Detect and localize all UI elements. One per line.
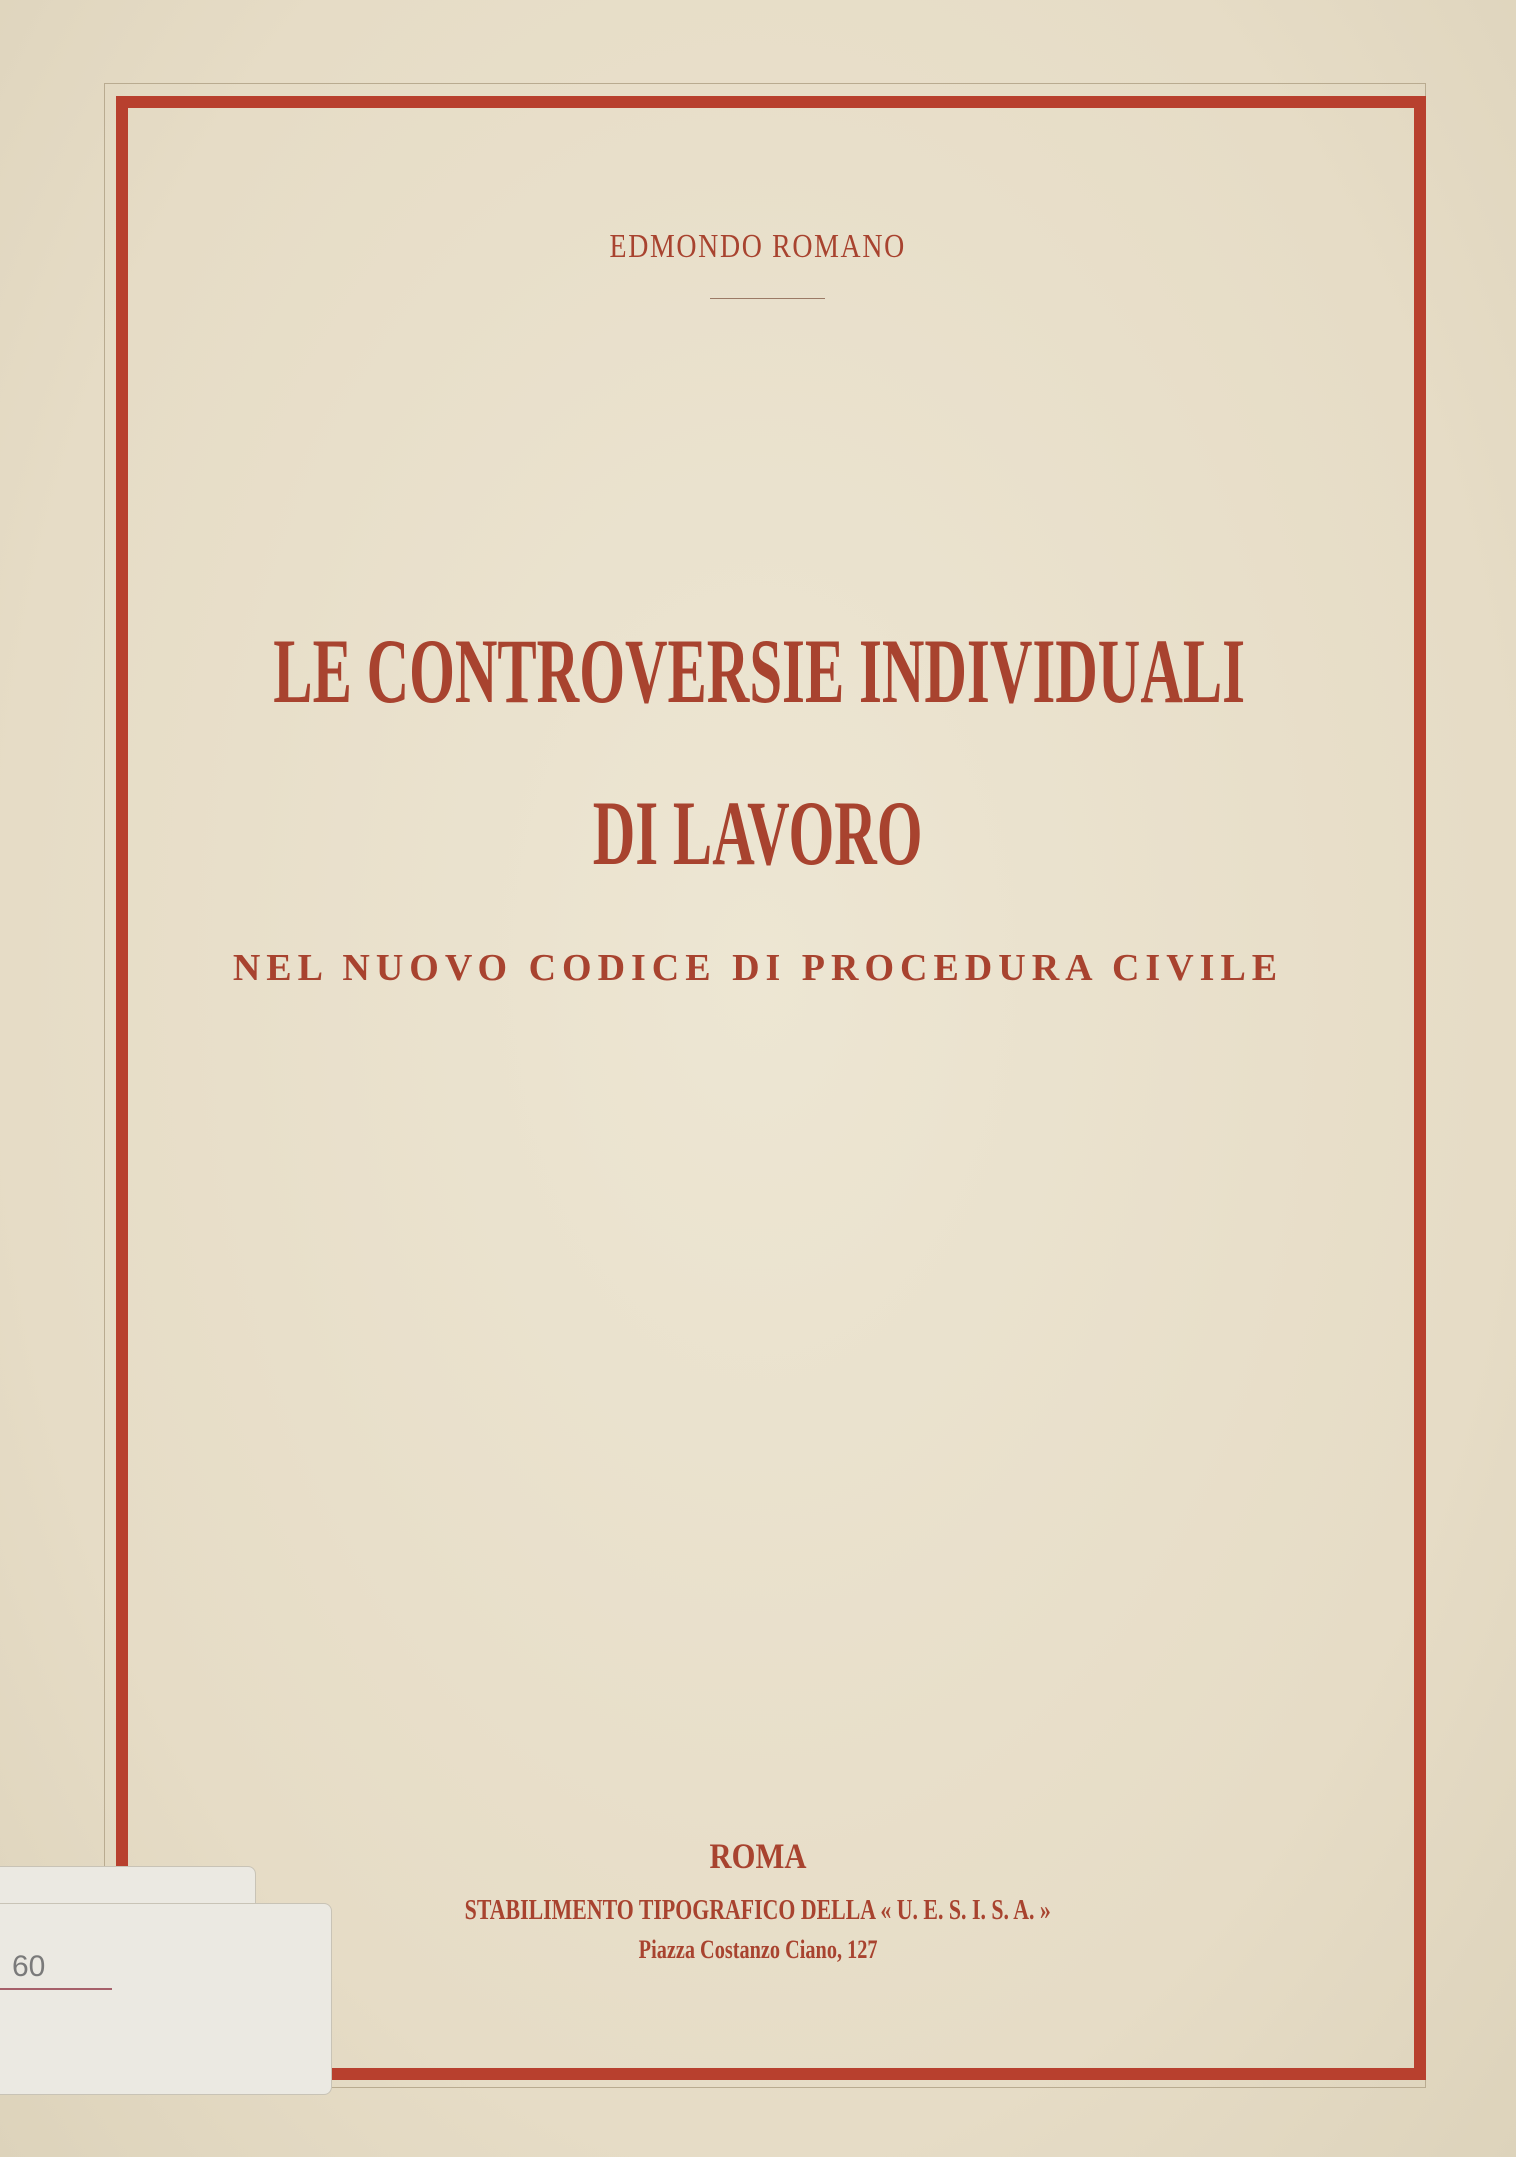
red-frame-border: [116, 96, 1426, 2080]
title-line-2-text: DI LAVORO: [593, 782, 923, 884]
subtitle: NEL NUOVO CODICE DI PROCEDURA CIVILE: [232, 947, 1284, 989]
label-rule: [0, 1988, 112, 1990]
address-text: Piazza Costanzo Ciano, 127: [638, 1935, 878, 1964]
shelf-number: 60: [12, 1950, 46, 1983]
author-divider: [710, 298, 825, 299]
author-text: EDMONDO ROMANO: [609, 228, 907, 265]
author-name: [0, 228, 1516, 266]
printer-text: STABILIMENTO TIPOGRAFICO DELLA « U. E. S. I. S. A. »: [464, 1895, 1052, 1926]
title-line-2: [0, 780, 1516, 886]
library-label: [0, 1903, 332, 2095]
title-line-1-text: LE CONTROVERSIE INDIVIDUALI: [273, 620, 1246, 722]
city-text: ROMA: [709, 1836, 807, 1876]
title-line-1: [0, 618, 1516, 724]
